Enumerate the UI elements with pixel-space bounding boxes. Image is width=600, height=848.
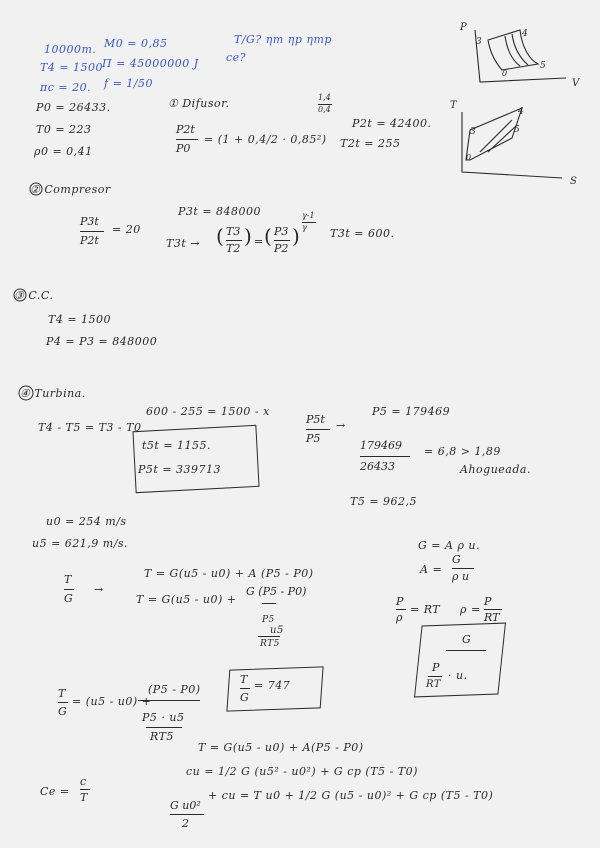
difusor-formula: = (1 + 0,4/2 · 0,85²) bbox=[204, 133, 327, 146]
ts-point-4: 4 bbox=[518, 107, 524, 117]
section-3-circle bbox=[14, 289, 26, 301]
result-value: = 747 bbox=[254, 679, 291, 692]
mach-given: M0 = 0,85 bbox=[104, 37, 168, 50]
paren: ) bbox=[292, 224, 301, 248]
question-text: T/G? ηm ηp ηmp bbox=[234, 33, 332, 46]
density-box-p: P bbox=[432, 661, 440, 674]
ideal-gas-left-num: P bbox=[396, 595, 404, 608]
relation-equals: = bbox=[254, 235, 264, 248]
pv-point-0: 0 bbox=[502, 69, 508, 78]
pressure-ratio-num: P3 bbox=[274, 225, 289, 238]
difusor-ratio-num: P2t bbox=[176, 123, 195, 136]
area-fraction-num: G bbox=[452, 553, 461, 566]
thrust-equation-repeat: T = G(u5 - u0) + A(P5 - P0) bbox=[198, 741, 364, 754]
p0-value: P0 = 26433. bbox=[36, 101, 111, 114]
specific-thrust-arrow: → bbox=[94, 583, 104, 596]
u0-value: u0 = 254 m/s bbox=[46, 515, 127, 528]
final-specific-thrust-den: G bbox=[58, 705, 67, 718]
pv-v-label: V bbox=[572, 78, 580, 89]
difusor-ratio-den: P0 bbox=[176, 142, 191, 155]
difusor-exponent-den: 0,4 bbox=[318, 105, 331, 114]
final-specific-thrust-num: T bbox=[58, 687, 66, 700]
paren: ( bbox=[216, 224, 225, 248]
density-box-u: · u. bbox=[448, 669, 468, 682]
ce-lead: Ce = bbox=[40, 785, 70, 798]
pv-p-label: P bbox=[460, 22, 467, 33]
area-equation-lead: A = bbox=[420, 563, 443, 576]
ts-point-3: 3 bbox=[470, 127, 476, 137]
ideal-gas-rho: ρ = bbox=[460, 603, 481, 616]
pressure-term-num: G (P5 - P0) bbox=[246, 585, 307, 598]
choke-check-den: 26433 bbox=[360, 460, 395, 473]
compression-ratio-given: πc = 20. bbox=[40, 81, 92, 94]
ce-num: c bbox=[80, 775, 87, 788]
choked-label: Ahogueada. bbox=[460, 463, 531, 476]
ideal-gas-left-den: ρ bbox=[396, 611, 403, 624]
last-equation: + cu = T u0 + 1/2 G (u5 - u0)² + G cp (T5 - T0) bbox=[208, 789, 494, 802]
fuel-ratio-given: f = 1/50 bbox=[104, 77, 153, 90]
ts-hatch bbox=[480, 120, 512, 152]
ideal-gas-right-den: RT bbox=[484, 611, 500, 624]
last-fraction-num: G u0² bbox=[170, 799, 201, 812]
compresor-heading: ② Compresor bbox=[30, 183, 111, 196]
t5t-value: t5t = 1155. bbox=[142, 439, 212, 452]
compresor-ratio-value: = 20 bbox=[112, 223, 141, 236]
temp-ratio-den: T2 bbox=[226, 242, 241, 255]
section-4-circle bbox=[19, 386, 33, 400]
pv-point-5: 5 bbox=[540, 61, 546, 71]
paren: ( bbox=[264, 224, 273, 248]
thrust-equation-1: T = G(u5 - u0) + A (P5 - P0) bbox=[144, 567, 314, 580]
turbine-ratio-arrow: → bbox=[336, 419, 346, 432]
p2t-value: P2t = 42400. bbox=[352, 117, 432, 130]
compresor-ratio-num: P3t bbox=[80, 215, 99, 228]
final-thrust-equation: = (u5 - u0) + bbox=[72, 695, 152, 708]
choke-check-result: = 6,8 > 1,89 bbox=[424, 445, 501, 458]
rho0-value: ρ0 = 0,41 bbox=[34, 145, 93, 158]
final-thrust-den-bot: RT5 bbox=[150, 730, 174, 743]
pressure-ratio-den: P2 bbox=[274, 242, 289, 255]
t5-value: T5 = 962,5 bbox=[350, 495, 418, 508]
area-fraction-den: ρ u bbox=[452, 570, 470, 583]
question-text-2: ce? bbox=[226, 51, 247, 64]
compresor-ratio-den: P2t bbox=[80, 234, 99, 247]
p3t-value: P3t = 848000 bbox=[178, 205, 262, 218]
difusor-exponent-num: 1,4 bbox=[318, 93, 331, 102]
pv-cycle bbox=[488, 30, 538, 70]
thrust-equation-2: T = G(u5 - u0) + bbox=[136, 593, 237, 606]
density-box-rt: RT bbox=[426, 679, 442, 690]
ts-point-5: 5 bbox=[514, 125, 520, 135]
result-den: G bbox=[240, 691, 249, 704]
paren: ) bbox=[244, 224, 253, 248]
ts-point-0: 0 bbox=[466, 153, 472, 162]
useful-energy-equation: cu = 1/2 G (u5² - u0²) + G cp (T5 - T0) bbox=[186, 765, 418, 778]
density-box-num: G bbox=[462, 633, 472, 646]
pv-diagram bbox=[475, 30, 566, 82]
gamma-exponent-num: γ-1 bbox=[302, 211, 315, 220]
specific-thrust-num: T bbox=[64, 573, 72, 586]
final-thrust-num: (P5 - P0) bbox=[148, 683, 201, 696]
ts-t-label: T bbox=[450, 100, 457, 111]
ce-den: T bbox=[80, 791, 88, 804]
section-2-circle bbox=[30, 183, 42, 195]
difusor-heading: ① Difusor. bbox=[168, 97, 230, 110]
choke-check-num: 179469 bbox=[360, 439, 402, 452]
p5-value: P5 = 179469 bbox=[372, 405, 451, 418]
u5-value: u5 = 621,9 m/s. bbox=[32, 537, 129, 550]
result-num: T bbox=[240, 673, 248, 686]
turbine-energy-balance: T4 - T5 = T3 - T0 bbox=[38, 421, 142, 434]
turbine-energy-balance-2: 600 - 255 = 1500 - x bbox=[146, 405, 270, 418]
gamma-exponent-den: γ bbox=[302, 223, 307, 232]
ideal-gas-right-num: P bbox=[484, 595, 492, 608]
pressure-term-rt5: RT5 bbox=[260, 639, 280, 649]
ts-s-label: S bbox=[570, 176, 577, 187]
ts-diagram bbox=[462, 108, 562, 178]
cc-p4: P4 = P3 = 848000 bbox=[46, 335, 158, 348]
ts-axes bbox=[462, 112, 562, 178]
t3t-lead: T3t → bbox=[166, 237, 200, 250]
pv-point-3: 3 bbox=[476, 37, 482, 47]
pv-point-4: 4 bbox=[522, 29, 528, 39]
t2t-value: T2t = 255 bbox=[340, 137, 401, 150]
specific-thrust-den: G bbox=[64, 592, 73, 605]
p5t-value: P5t = 339713 bbox=[138, 463, 222, 476]
pressure-term-u5: u5 bbox=[270, 625, 284, 636]
cc-t4: T4 = 1500 bbox=[48, 313, 112, 326]
pressure-term-p5: P5 bbox=[262, 615, 275, 625]
turbine-ratio-num: P5t bbox=[306, 413, 325, 426]
last-fraction-den: 2 bbox=[182, 817, 189, 830]
turbina-heading: ④ Turbina. bbox=[20, 387, 86, 400]
t3t-value: T3t = 600. bbox=[330, 227, 395, 240]
temp-ratio-num: T3 bbox=[226, 225, 241, 238]
cc-heading: ③ C.C. bbox=[14, 289, 54, 302]
heating-value-given: Π = 45000000 J bbox=[102, 57, 199, 70]
t0-value: T0 = 223 bbox=[36, 123, 92, 136]
t4-given: T4 = 1500 bbox=[40, 61, 104, 74]
final-thrust-den-top: P5 · u5 bbox=[142, 711, 185, 724]
turbine-ratio-den: P5 bbox=[306, 432, 321, 445]
altitude-given: 10000m. bbox=[44, 43, 97, 56]
mass-flow-equation: G = A ρ u. bbox=[418, 539, 480, 552]
ideal-gas-mid: = RT bbox=[410, 603, 441, 616]
